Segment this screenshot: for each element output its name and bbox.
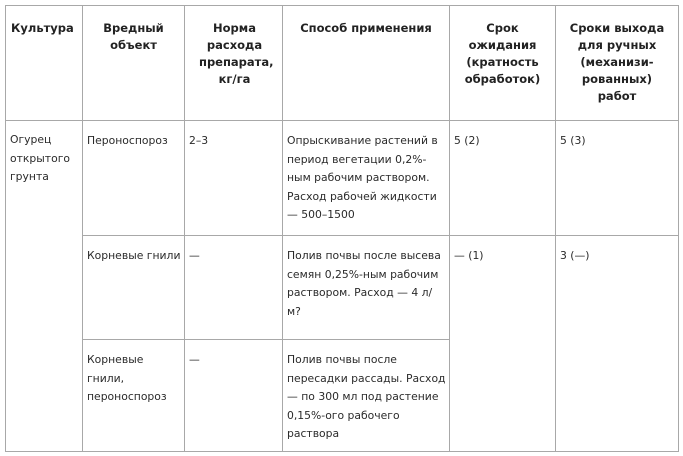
cell-wait: 5 (2) (450, 121, 556, 236)
cell-culture: Огурец открытого грунта (6, 121, 83, 452)
header-pest: Вредный объект (83, 6, 185, 121)
header-exit: Сроки выхода для ручных (механизи-рованных) работ (556, 6, 679, 121)
cell-dose: 2–3 (185, 121, 283, 236)
cell-method: Полив почвы после пересадки рассады. Расход — по 300 мл под растение 0,15%-ого рабочего раствора (283, 340, 450, 452)
table-row (6, 236, 679, 340)
pesticide-application-table (5, 5, 679, 452)
cell-method: Полив почвы после высева семян 0,25%-ным рабочим раствором. Расход — 4 л/м? (283, 236, 450, 340)
cell-pest: Корневые гнили (83, 236, 185, 340)
cell-pest: Пероноспороз (83, 121, 185, 236)
table-header-row (6, 6, 679, 121)
cell-method: Опрыскивание растений в период вегетации 0,2%-ным рабочим раствором. Расход рабочей жидкости — 500–1500 (283, 121, 450, 236)
cell-pest: Корневые гнили, пероноспороз (83, 340, 185, 452)
header-dose: Норма расхода препарата, кг/га (185, 6, 283, 121)
header-culture: Культура (6, 6, 83, 121)
cell-wait: — (1) (450, 236, 556, 452)
header-method: Способ применения (283, 6, 450, 121)
cell-exit: 3 (—) (556, 236, 679, 452)
cell-dose: — (185, 340, 283, 452)
cell-dose: — (185, 236, 283, 340)
header-wait: Срок ожидания (кратность обработок) (450, 6, 556, 121)
cell-exit: 5 (3) (556, 121, 679, 236)
table-row (6, 121, 679, 236)
